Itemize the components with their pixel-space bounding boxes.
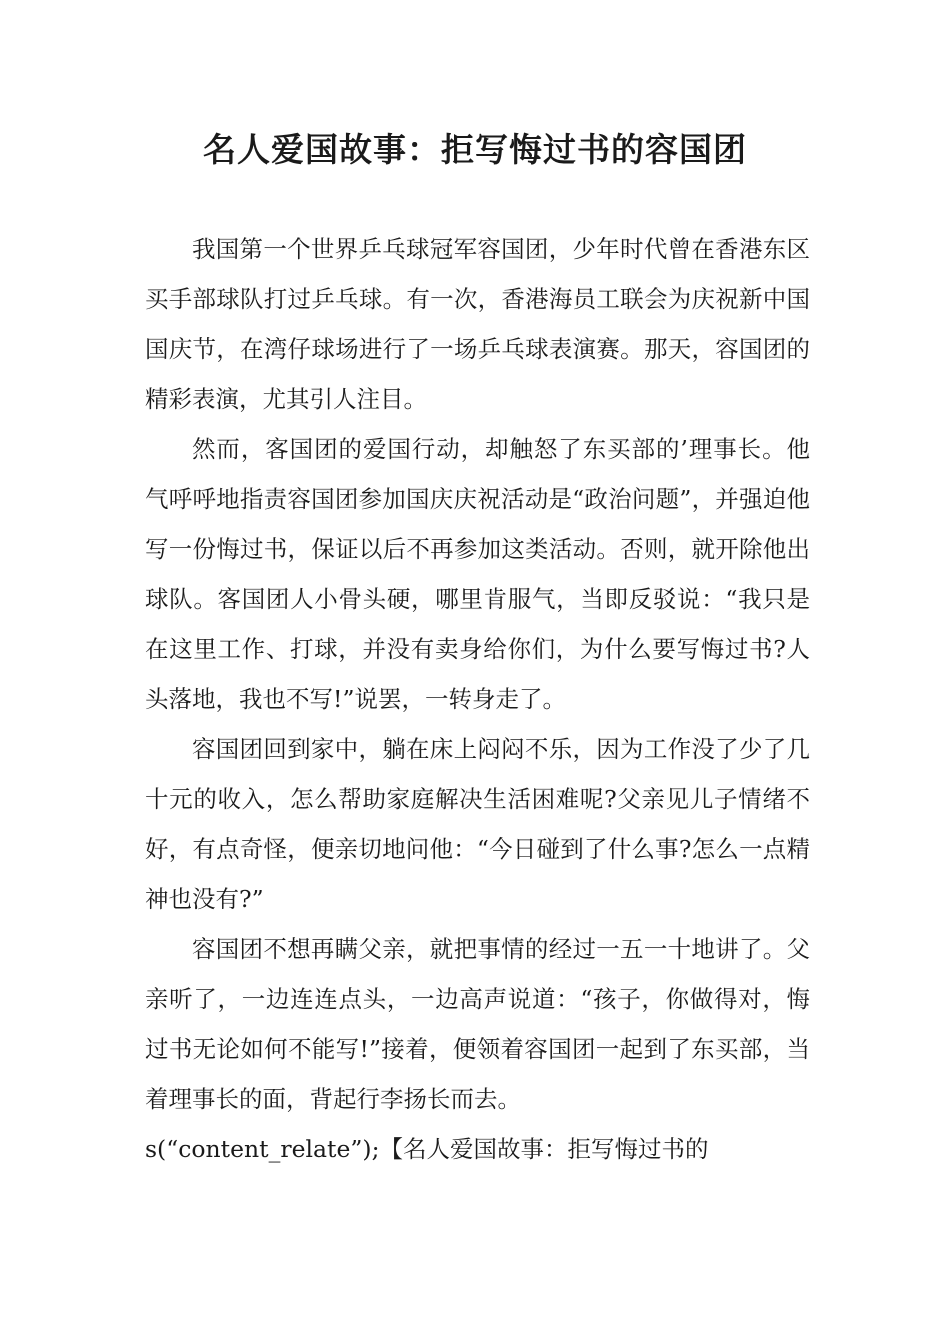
script-residue-line: s(“content_relate”);【名人爱国故事：拒写悔过书的 bbox=[145, 1135, 709, 1163]
paragraph-3: 容国团回到家中，躺在床上闷闷不乐，因为工作没了少了几十元的收入，怎么帮助家庭解决生活困难呢?父亲见儿子情绪不好，有点奇怪，便亲切地问他：“今日碰到了什么事?怎么一点精神也没有?” bbox=[145, 735, 810, 913]
paragraph-1: 我国第一个世界乒乓球冠军容国团，少年时代曾在香港东区买手部球队打过乒乓球。有一次，香港海员工联会为庆祝新中国国庆节，在湾仔球场进行了一场乒乓球表演赛。那天，容国团的精彩表演，尤其引人注目。 bbox=[145, 235, 810, 413]
document-body bbox=[145, 224, 810, 1174]
document-title: 名人爱国故事：拒写悔过书的容国团 bbox=[203, 130, 747, 169]
paragraph-4: 容国团不想再瞒父亲，就把事情的经过一五一十地讲了。父亲听了，一边连连点头，一边高声说道：“孩子，你做得对，悔过书无论如何不能写!”接着，便领着容国团一起到了东买部，当着理事长的面，背起行李扬长而去。 bbox=[145, 935, 810, 1113]
paragraph-2: 然而，客国团的爱国行动，却触怒了东买部的’理事长。他气呼呼地指责容国团参加国庆庆祝活动是“政治问题”，并强迫他写一份悔过书，保证以后不再参加这类活动。否则，就开除他出球队。客国团人小骨头硬，哪里肯服气，当即反驳说：“我只是在这里工作、打球，并没有卖身给你们，为什么要写悔过书?人头落地，我也不写!”说罢，一转身走了。 bbox=[145, 435, 810, 713]
